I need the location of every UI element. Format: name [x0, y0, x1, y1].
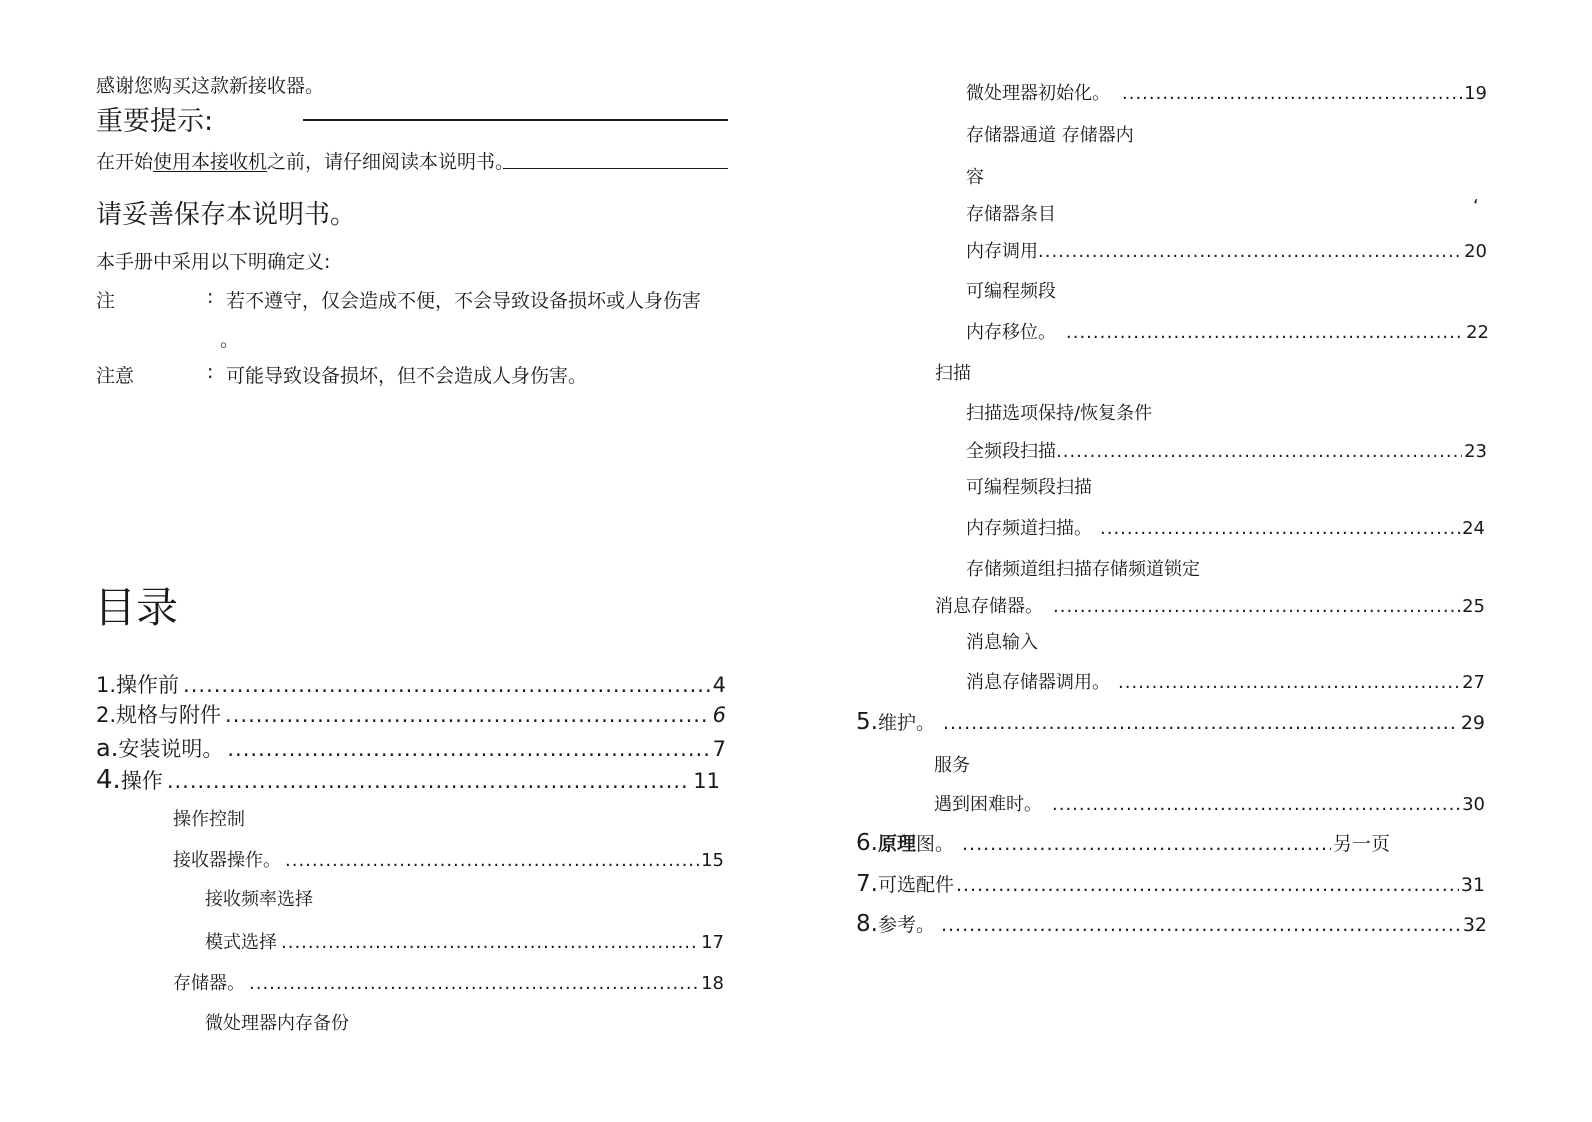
toc-subentry[interactable]: 接收频率选择	[205, 889, 313, 910]
toc-subentry[interactable]: 存储器通道 存储器内	[966, 125, 1134, 146]
toc-entry-page: 15	[701, 850, 724, 871]
toc-entry-page: 19	[1464, 83, 1487, 104]
toc-entry-page: 30	[1462, 794, 1485, 815]
toc-subentry[interactable]	[934, 790, 1485, 816]
definition-text-note-continuation: 。	[220, 329, 240, 351]
read-before-suffix: 之前，请仔细阅读本说明书。	[267, 151, 515, 173]
toc-entry-page: 7	[712, 737, 726, 761]
toc-entry-label: 存储器。	[173, 973, 245, 994]
toc-entry[interactable]	[96, 733, 726, 763]
toc-entry-page: 22	[1466, 322, 1489, 343]
toc-entry-page: 11	[693, 769, 720, 793]
toc-entry-page: 24	[1462, 518, 1485, 539]
definition-term-caution: 注意	[96, 365, 135, 387]
toc-entry-label: 微处理器初始化。	[966, 83, 1110, 104]
toc-entry-page: 另一页	[1332, 833, 1390, 855]
toc-entry[interactable]	[96, 765, 726, 795]
toc-entry-page: 27	[1462, 672, 1485, 693]
read-before-prefix: 在开始	[96, 151, 154, 173]
toc-leader-dots	[281, 932, 699, 953]
toc-entry[interactable]	[96, 669, 726, 699]
toc-leader-dots	[1066, 322, 1464, 343]
toc-entry-label: 规格与附件	[116, 703, 222, 727]
toc-leader-dots	[249, 973, 699, 994]
definition-term-note: 注	[96, 290, 116, 312]
toc-entry-label: 内存调用	[966, 241, 1038, 262]
toc-subentry[interactable]: 消息输入	[966, 632, 1038, 653]
toc-entry-label: 操作	[120, 769, 163, 793]
toc-entry-label: 接收器操作。	[173, 850, 281, 871]
toc-leader-dots	[1118, 672, 1460, 693]
toc-entry-label: 遇到困难时。	[934, 794, 1042, 815]
toc-entry-page: 4	[712, 673, 726, 697]
toc-subentry[interactable]: 扫描	[935, 363, 971, 384]
toc-leader-dots	[1100, 518, 1460, 539]
definition-text-caution: 可能导致设备损坏，但不会造成人身伤害。	[226, 365, 588, 387]
definition-text-note: 若不遵守，仅会造成不便，不会导致设备损坏或人身伤害	[226, 290, 702, 312]
toc-entry-label: 参考。	[877, 914, 935, 936]
toc-entry-label: 消息存储器调用。	[966, 672, 1110, 693]
toc-subentry[interactable]: 扫描选项保持/恢复条件	[966, 403, 1153, 424]
toc-entry-number: 6.	[856, 830, 878, 856]
read-before-text	[96, 147, 514, 174]
toc-subentry[interactable]: 可编程频段	[966, 281, 1056, 302]
toc-leader-dots	[943, 712, 1459, 734]
toc-title: 目录	[94, 583, 179, 632]
toc-subentry[interactable]: 存储频道组扫描存储频道锁定	[966, 559, 1200, 580]
toc-entry-number: 7.	[856, 871, 878, 897]
toc-leader-dots	[1053, 596, 1460, 617]
toc-leader-dots	[183, 673, 711, 697]
toc-subentry[interactable]	[173, 969, 724, 995]
toc-entry-number: 2.	[96, 703, 117, 727]
toc-entry-number: a.	[96, 734, 119, 762]
toc-entry[interactable]	[96, 699, 726, 729]
toc-entry-label: 全频段扫描	[966, 441, 1056, 462]
toc-entry-page: 23	[1464, 441, 1487, 462]
toc-entry-label: 图。	[915, 833, 954, 855]
toc-entry-label: 内存移位。	[966, 322, 1056, 343]
toc-entry-page: 29	[1460, 712, 1485, 734]
toc-subentry[interactable]	[966, 437, 1487, 463]
toc-mark: ‘	[1473, 196, 1479, 217]
toc-leader-dots	[167, 769, 691, 793]
definition-colon: :	[207, 361, 214, 383]
title-rule	[303, 119, 728, 121]
toc-entry-label: 模式选择	[205, 932, 277, 953]
toc-entry-number: 1.	[96, 673, 117, 697]
toc-entry[interactable]	[856, 829, 1390, 856]
toc-entry[interactable]	[856, 870, 1485, 897]
toc-subentry[interactable]: 容	[966, 167, 984, 188]
toc-subentry[interactable]	[966, 237, 1487, 263]
keep-manual-text: 请妥善保存本说明书。	[96, 200, 357, 230]
definition-colon: :	[207, 286, 214, 308]
toc-leader-dots	[1038, 241, 1462, 262]
toc-subentry[interactable]	[966, 79, 1487, 105]
toc-subentry[interactable]	[966, 318, 1489, 344]
toc-leader-dots	[956, 874, 1459, 896]
toc-entry-page: 17	[701, 932, 724, 953]
toc-leader-dots	[962, 833, 1331, 855]
toc-entry-number: 5.	[856, 709, 878, 735]
toc-entry-label: 维护。	[877, 712, 935, 734]
toc-subentry[interactable]: 可编程频段扫描	[966, 477, 1092, 498]
toc-entry-page: 31	[1460, 874, 1485, 896]
toc-entry[interactable]	[856, 708, 1485, 735]
toc-leader-dots	[1052, 794, 1460, 815]
thanks-text: 感谢您购买这款新接收器。	[96, 75, 325, 97]
important-notice-title: 重要提示:	[96, 106, 214, 137]
toc-entry-label: 消息存储器。	[935, 596, 1043, 617]
toc-entry-label: 操作前	[116, 673, 180, 697]
toc-entry-label: 可选配件	[877, 874, 954, 896]
definitions-intro: 本手册中采用以下明确定义:	[96, 251, 331, 273]
toc-entry[interactable]	[856, 910, 1487, 937]
toc-subentry[interactable]: 服务	[934, 755, 970, 776]
read-before-rule	[503, 168, 728, 169]
toc-subentry[interactable]	[205, 928, 724, 954]
toc-leader-dots	[227, 737, 710, 761]
toc-entry-page: 20	[1464, 241, 1487, 262]
toc-leader-dots	[941, 914, 1461, 936]
toc-subentry[interactable]: 存储器条目	[966, 204, 1056, 225]
toc-subentry[interactable]: 操作控制	[173, 809, 245, 830]
toc-leader-dots	[1122, 83, 1462, 104]
toc-leader-dots	[1056, 441, 1462, 462]
toc-entry-page: 6	[712, 703, 726, 727]
toc-subentry[interactable]	[966, 514, 1485, 540]
toc-subentry[interactable]	[173, 846, 724, 872]
toc-subentry[interactable]	[935, 592, 1485, 618]
toc-entry-number: 8.	[856, 911, 878, 937]
toc-subentry[interactable]	[966, 668, 1485, 694]
toc-entry-label: 内存频道扫描。	[966, 518, 1092, 539]
toc-entry-page: 25	[1462, 596, 1485, 617]
toc-entry-number: 4.	[96, 765, 121, 795]
toc-entry-page: 18	[701, 973, 724, 994]
toc-leader-dots	[225, 703, 711, 727]
toc-subentry[interactable]: 微处理器内存备份	[205, 1013, 349, 1034]
toc-leader-dots	[285, 850, 699, 871]
read-before-underlined: 使用本接收机	[153, 151, 268, 173]
toc-entry-page: 32	[1462, 914, 1487, 936]
toc-entry-label-bold: 原理	[877, 833, 916, 855]
toc-entry-label: 安装说明。	[118, 737, 224, 761]
